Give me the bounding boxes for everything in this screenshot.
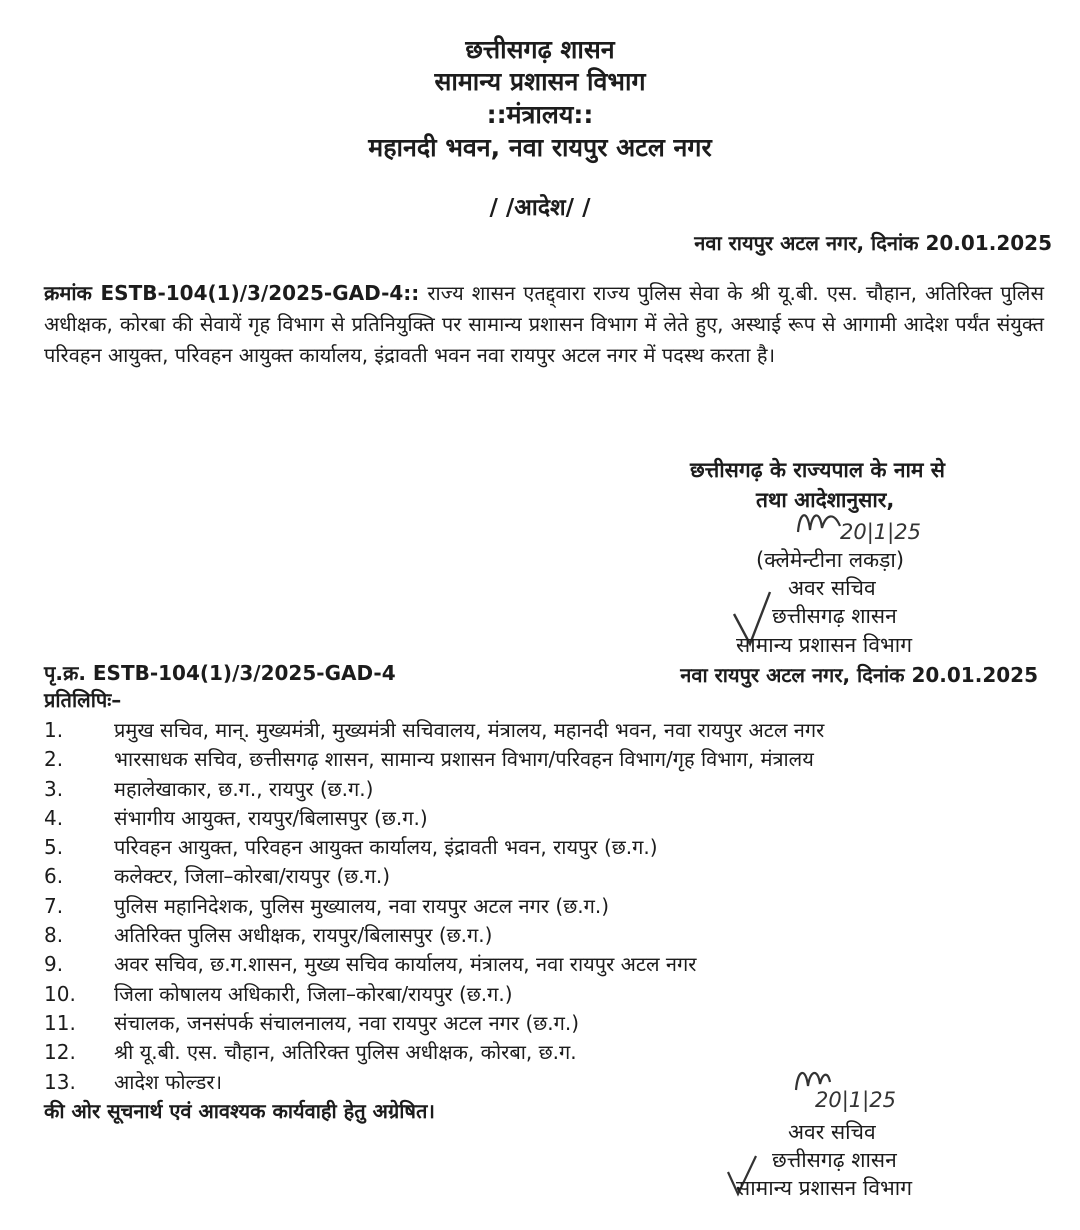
order-place-date: नवा रायपुर अटल नगर, दिनांक 20.01.2025 <box>694 231 1052 255</box>
order-body: राज्य शासन एतद्द्वारा राज्य पुलिस सेवा के श्री यू.बी. एस. चौहान, अतिरिक्त पुलिस अधीक्षक, कोरबा की सेवायें गृह विभाग से प्रतिनियुक्ति पर सामान्य प्रशासन विभाग में लेते हुए, अस्थाई रूप से आगामी आदेश पर्यंत संयुक्त परिवहन आयुक्त, परिवहन आयुक्त कार्यालय, इंद्रावती भवन नवा रायपुर अटल नगर में पदस्थ करता है। <box>44 281 1045 367</box>
copy-to-label: प्रतिलिपिः– <box>44 688 122 712</box>
list-item: 11. संचालक, जनसंपर्क संचालनालय, नवा रायपुर अटल नगर (छ.ग.) <box>44 1010 580 1035</box>
signatory-designation: अवर सचिव <box>788 576 876 600</box>
handwritten-date: 20|1|25 <box>815 1088 896 1112</box>
signatory-dept: सामान्य प्रशासन विभाग <box>736 633 913 657</box>
list-item: 10. जिला कोषालय अधिकारी, जिला–कोरबा/रायपुर (छ.ग.) <box>44 981 513 1006</box>
order-paragraph <box>44 278 1044 371</box>
list-item: 8. अतिरिक्त पुलिस अधीक्षक, रायपुर/बिलासपुर (छ.ग.) <box>44 923 493 948</box>
by-order-line: तथा आदेशानुसार, <box>756 488 895 512</box>
header-address: महानदी भवन, नवा रायपुर अटल नगर <box>368 133 712 162</box>
header-state-govt: छत्तीसगढ़ शासन <box>465 35 615 64</box>
list-item: 12. श्री यू.बी. एस. चौहान, अतिरिक्त पुलिस अधीक्षक, कोरबा, छ.ग. <box>44 1040 577 1065</box>
signatory-govt: छत्तीसगढ़ शासन <box>772 1148 897 1172</box>
list-item: 4. संभागीय आयुक्त, रायपुर/बिलासपुर (छ.ग.) <box>44 805 428 830</box>
header-ministry: ::मंत्रालय:: <box>486 100 594 129</box>
list-item: 5. परिवहन आयुक्त, परिवहन आयुक्त कार्यालय, इंद्रावती भवन, रायपुर (छ.ग.) <box>44 835 658 860</box>
list-item: 9. अवर सचिव, छ.ग.शासन, मुख्य सचिव कार्यालय, मंत्रालय, नवा रायपुर अटल नगर <box>44 952 697 977</box>
signatory-dept: सामान्य प्रशासन विभाग <box>736 1176 913 1200</box>
list-item: 3. महालेखाकार, छ.ग., रायपुर (छ.ग.) <box>44 776 374 801</box>
list-item: 1. प्रमुख सचिव, मान्. मुख्यमंत्री, मुख्यमंत्री सचिवालय, मंत्रालय, महानदी भवन, नवा रायपुर अटल नगर <box>44 718 825 742</box>
header-department: सामान्य प्रशासन विभाग <box>434 67 646 96</box>
recipient-list <box>44 716 1044 1097</box>
signatory-govt: छत्तीसगढ़ शासन <box>772 604 897 628</box>
signatory-designation: अवर सचिव <box>788 1120 876 1144</box>
order-number: क्रमांक ESTB-104(1)/3/2025-GAD-4:: <box>44 281 420 305</box>
list-item: 2. भारसाधक सचिव, छत्तीसगढ़ शासन, सामान्य प्रशासन विभाग/परिवहन विभाग/गृह विभाग, मंत्रालय <box>44 747 814 772</box>
endorsement-number: पृ.क्र. ESTB-104(1)/3/2025-GAD-4 <box>44 661 396 685</box>
list-item: 6. कलेक्टर, जिला–कोरबा/रायपुर (छ.ग.) <box>44 864 391 889</box>
list-item: 7. पुलिस महानिदेशक, पुलिस मुख्यालय, नवा रायपुर अटल नगर (छ.ग.) <box>44 893 609 918</box>
endorsement-place-date: नवा रायपुर अटल नगर, दिनांक 20.01.2025 <box>680 663 1038 687</box>
governor-name-line: छत्तीसगढ़ के राज्यपाल के नाम से <box>690 458 945 482</box>
order-title: / /आदेश/ / <box>489 195 591 221</box>
closing-line: की ओर सूचनार्थ एवं आवश्यक कार्यवाही हेतु अग्रेषित। <box>44 1099 435 1123</box>
signatory-name: (क्लेमेन्टीना लकड़ा) <box>756 548 905 572</box>
list-item: 13. आदेश फोल्डर। <box>44 1069 223 1094</box>
handwritten-date: 20|1|25 <box>840 520 921 544</box>
